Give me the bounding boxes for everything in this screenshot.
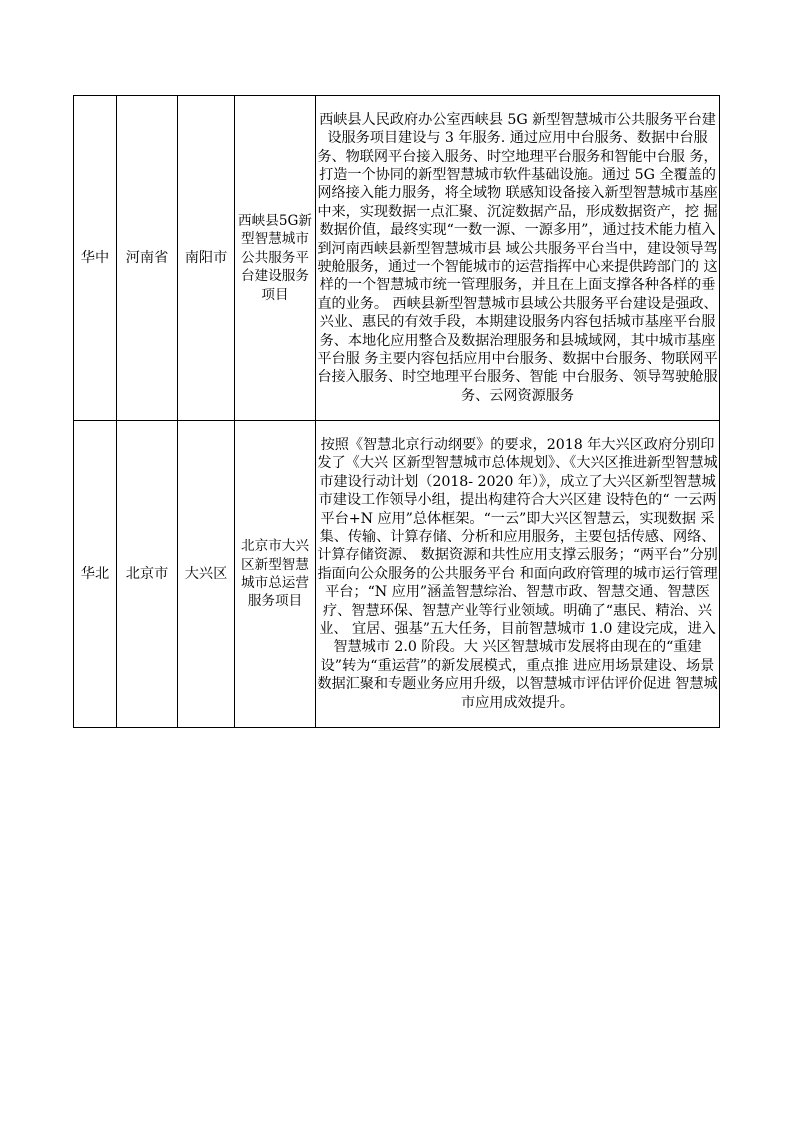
project-table: [73, 95, 720, 728]
project-name-cell: [235, 421, 316, 728]
project-description: 西峡县人民政府办公室西峡县 5G 新型智慧城市公共服务平台建设服务项目建设与 3 年服务. 通过应用中台服务、数据中台服务、物联网平台接入服务、时空地理平台服务和智能中台服 务，打造一个协同的新型智慧城市软件基础设施。通过 5G 全覆盖的网络接入能力服务，将全域物 联感知设备接入新型智慧城市基座中来，实现数据一点汇聚、沉淀数据产品，形成数据资产，挖 掘数据价值，最终实现“一数一源、一源多用”，通过技术能力植入到河南西峡县新型智慧城市县 域公共服务平台当中，建设领导驾驶舱服务，通过一个智能城市的运营指挥中心来提供跨部门的 这样的一个智慧城市统一管理服务，并且在上面支撑各种各样的垂直的业务。 西峡县新型智慧城市县域公共服务平台建设是强政、兴业、惠民的有效手段，本期建设服务内容包括城市基座平台服务、本地化应用整合及数据治理服务和县城域网，其中城市基座平台服 务主要内容包括应用中台服务、数据中台服务、物联网平台接入服务、时空地理平台服务、智能 中台服务、领导驾驶舱服务、云网资源服务: [316, 96, 720, 421]
region-cell: 华中: [74, 96, 117, 421]
region-cell: 华北: [74, 421, 117, 728]
table-row: [74, 96, 720, 421]
project-name-cell: [235, 96, 316, 421]
project-name: 北京市大兴区新型智慧城市总运营服务项目: [241, 538, 309, 610]
province-cell: 河南省: [117, 96, 178, 421]
project-name: 西峡县5G新型智慧城市公共服务平台建设服务项目: [238, 212, 312, 303]
table-row: [74, 421, 720, 728]
project-description: 按照《智慧北京行动纲要》的要求，2018 年大兴区政府分别印发了《大兴 区新型智慧城市总体规划》、《大兴区推进新型智慧城市建设行动计划（2018- 2020 年）》，成立了大兴区新型智慧城市建设工作领导小组，提出构建符合大兴区建 设特色的“ 一云两平台+N 应用”总体框架。“一云”即大兴区智慧云，实现数据 采集、传输、计算存储、分析和应用服务，主要包括传感、网络、计算存储资源、 数据资源和共性应用支撑云服务；“两平台”分别指面向公众服务的公共服务平台 和面向政府管理的城市运行管理平台；“N 应用”涵盖智慧综治、智慧市政、智慧交通、智慧医疗、智慧环保、智慧产业等行业领域。明确了“惠民、精治、兴业、 宜居、强基”五大任务，目前智慧城市 1.0 建设完成，进入智慧城市 2.0 阶段。大 兴区智慧城市发展将由现在的“重建设”转为“重运营”的新发展模式，重点推 进应用场景建设、场景数据汇聚和专题业务应用升级，以智慧城市评估评价促进 智慧城市应用成效提升。: [316, 421, 720, 728]
province-cell: 北京市: [117, 421, 178, 728]
city-cell: 大兴区: [178, 421, 235, 728]
city-cell: 南阳市: [178, 96, 235, 421]
